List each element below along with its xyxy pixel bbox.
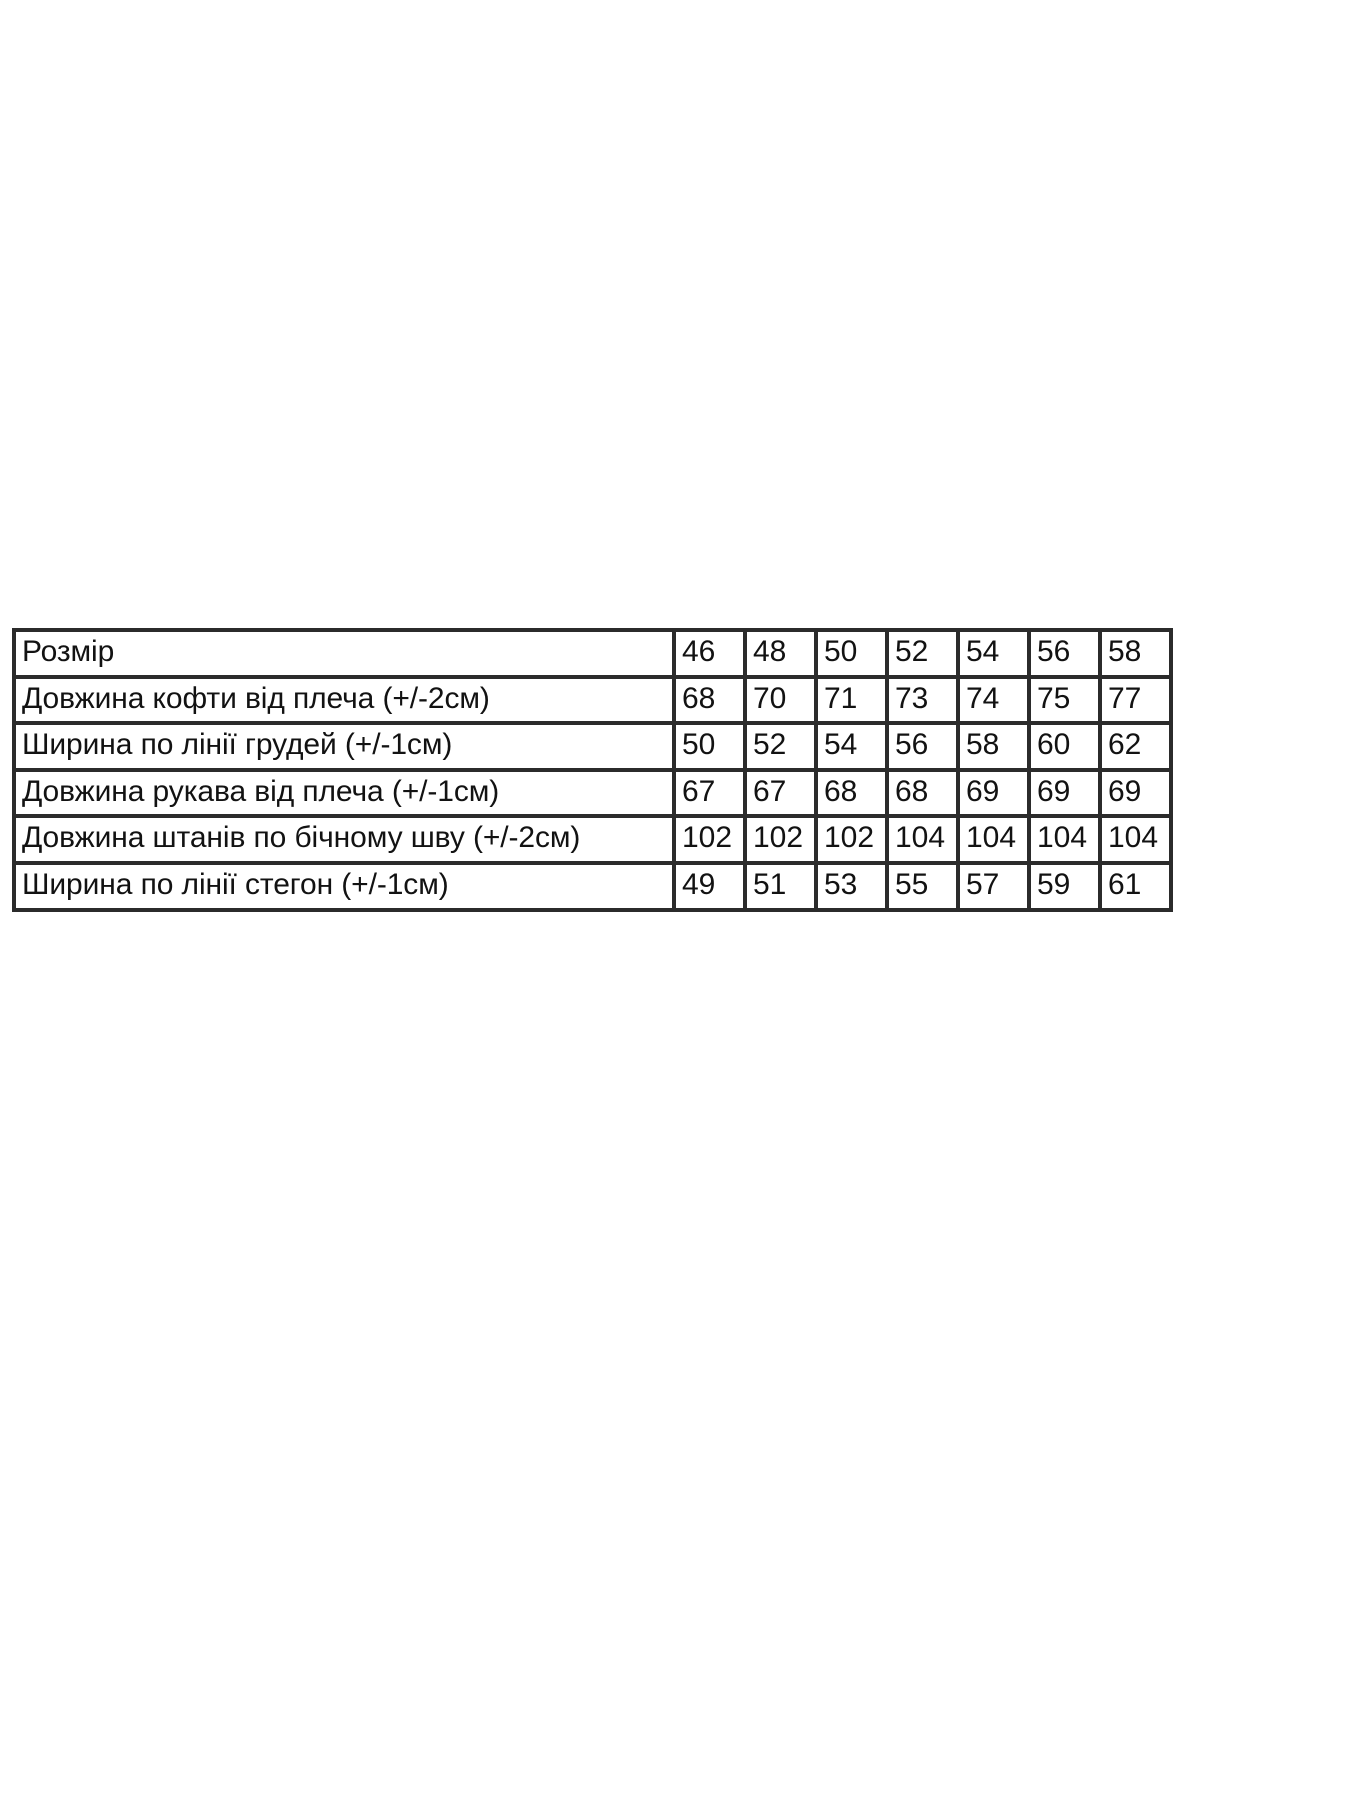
row-value: 49 [674, 863, 745, 910]
row-value: 61 [1100, 863, 1171, 910]
row-value: 62 [1100, 723, 1171, 770]
size-chart-body [14, 630, 1171, 910]
row-label: Ширина по лінії стегон (+/-1см) [14, 863, 674, 910]
row-value: 54 [816, 723, 887, 770]
row-value: 70 [745, 677, 816, 724]
row-value: 68 [674, 677, 745, 724]
row-value: 58 [958, 723, 1029, 770]
table-row [14, 770, 1171, 817]
row-value: 77 [1100, 677, 1171, 724]
row-value: 53 [816, 863, 887, 910]
row-value: 59 [1029, 863, 1100, 910]
row-label: Довжина кофти від плеча (+/-2см) [14, 677, 674, 724]
row-value: 69 [958, 770, 1029, 817]
row-value: 67 [745, 770, 816, 817]
size-chart-table [12, 628, 1173, 912]
row-value: 56 [887, 723, 958, 770]
row-value: 69 [1100, 770, 1171, 817]
table-row [14, 630, 1171, 677]
row-label: Довжина рукава від плеча (+/-1см) [14, 770, 674, 817]
row-value: 57 [958, 863, 1029, 910]
row-value: 50 [816, 630, 887, 677]
row-value: 50 [674, 723, 745, 770]
row-value: 104 [887, 816, 958, 863]
table-row [14, 863, 1171, 910]
row-label: Розмір [14, 630, 674, 677]
row-label: Ширина по лінії грудей (+/-1см) [14, 723, 674, 770]
row-value: 102 [816, 816, 887, 863]
row-value: 60 [1029, 723, 1100, 770]
row-value: 104 [1029, 816, 1100, 863]
row-value: 68 [816, 770, 887, 817]
row-value: 74 [958, 677, 1029, 724]
row-value: 58 [1100, 630, 1171, 677]
row-value: 102 [674, 816, 745, 863]
row-value: 51 [745, 863, 816, 910]
row-value: 48 [745, 630, 816, 677]
row-label: Довжина штанів по бічному шву (+/-2см) [14, 816, 674, 863]
row-value: 71 [816, 677, 887, 724]
row-value: 46 [674, 630, 745, 677]
row-value: 75 [1029, 677, 1100, 724]
row-value: 104 [1100, 816, 1171, 863]
row-value: 52 [887, 630, 958, 677]
row-value: 73 [887, 677, 958, 724]
table-row [14, 816, 1171, 863]
row-value: 102 [745, 816, 816, 863]
row-value: 68 [887, 770, 958, 817]
row-value: 55 [887, 863, 958, 910]
row-value: 104 [958, 816, 1029, 863]
row-value: 52 [745, 723, 816, 770]
row-value: 69 [1029, 770, 1100, 817]
size-chart-container [12, 628, 1172, 912]
table-row [14, 677, 1171, 724]
row-value: 56 [1029, 630, 1100, 677]
table-row [14, 723, 1171, 770]
row-value: 54 [958, 630, 1029, 677]
row-value: 67 [674, 770, 745, 817]
